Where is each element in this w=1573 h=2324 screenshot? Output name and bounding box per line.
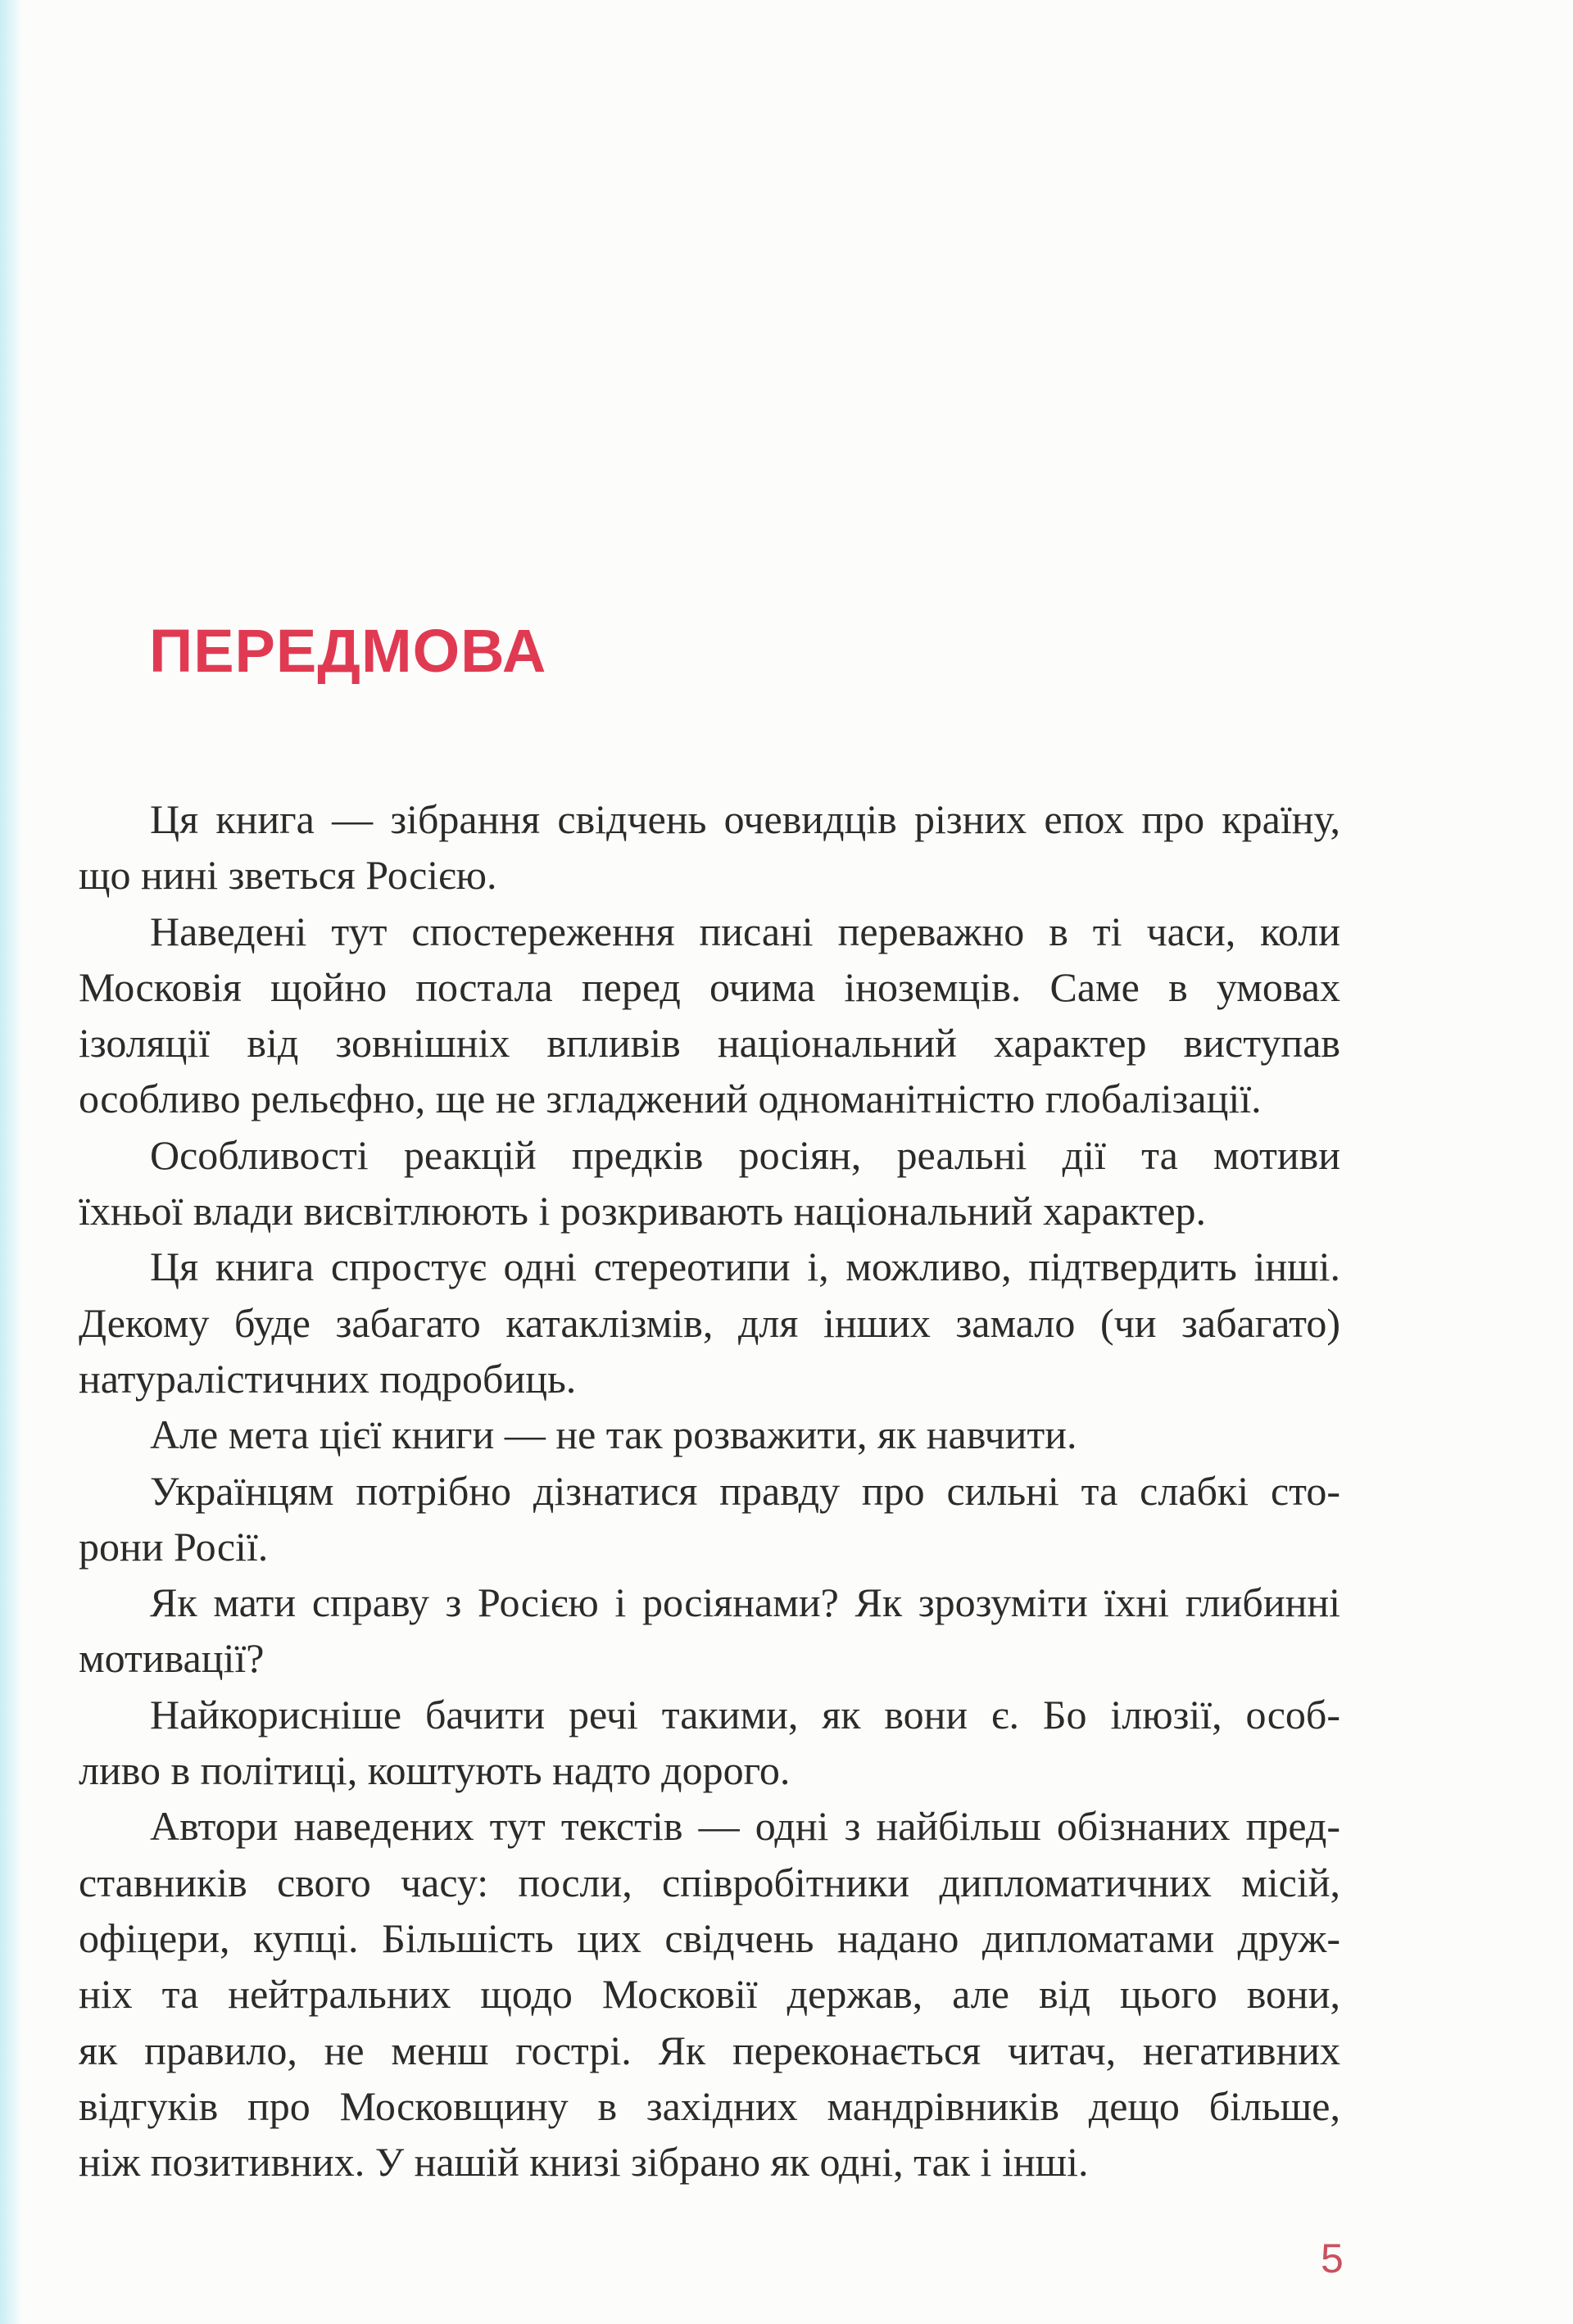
paragraph <box>79 1127 1340 1239</box>
text-line: Найкорисніше бачити речі такими, як вони є. Бо ілюзії, особ- <box>150 1691 1340 1737</box>
text-line: Наведені тут спостереження писані переважно в ті часи, коли <box>150 908 1340 954</box>
page-edge-shadow <box>0 0 21 2324</box>
text-line: рони Росії. <box>79 1523 269 1570</box>
paragraph <box>79 904 1340 1127</box>
paragraph <box>79 1407 1340 1462</box>
paragraph <box>79 1798 1340 2190</box>
body-text <box>79 791 1340 2190</box>
text-line: Московія щойно постала перед очима іноземців. Саме в умовах <box>79 963 1340 1010</box>
text-line: ніх та нейтральних щодо Московії держав, але від цього вони, <box>79 1971 1340 2018</box>
text-line: Українцям потрібно дізнатися правду про сильні та слабкі сто- <box>150 1467 1340 1514</box>
text-line: офіцери, купці. Більшість цих свідчень надано дипломатами друж- <box>79 1914 1340 1961</box>
text-line: Особливості реакцій предків росіян, реальні дії та мотиви <box>150 1131 1340 1178</box>
text-line: особливо рельєфно, ще не згладжений одноманітністю глобалізації. <box>79 1076 1262 1122</box>
text-line: ніж позитивних. У нашій книзі зібрано як одні, так і інші. <box>79 2139 1089 2186</box>
text-line: Але мета цієї книги — не так розважити, як навчити. <box>150 1411 1077 1458</box>
text-line: ливо в політиці, коштують надто дорого. <box>79 1747 791 1794</box>
text-line: що нині зветься Росією. <box>79 852 497 899</box>
text-line: відгуків про Московщину в західних мандрівників дещо більше, <box>79 2082 1340 2129</box>
text-line: Декому буде забагато катаклізмів, для інших замало (чи забагато) <box>79 1299 1340 1346</box>
text-line: мотивації? <box>79 1635 265 1682</box>
text-line: Автори наведених тут текстів — одні з найбільш обізнаних пред- <box>150 1803 1340 1850</box>
text-line: Ця книга спростує одні стереотипи і, можливо, підтвердить інші. <box>150 1244 1340 1290</box>
text-line: їхньої влади висвітлюють і розкривають національний характер. <box>79 1188 1207 1234</box>
paragraph <box>79 1463 1340 1575</box>
paragraph <box>79 1574 1340 1687</box>
paragraph <box>79 791 1340 904</box>
text-line: натуралістичних подробиць. <box>79 1355 577 1402</box>
paragraph <box>79 1239 1340 1407</box>
paragraph <box>79 1687 1340 1799</box>
text-line: Як мати справу з Росією і росіянами? Як зрозуміти їхні глибинні <box>150 1579 1340 1626</box>
chapter-heading: ПЕРЕДМОВА <box>149 617 547 685</box>
text-line: Ця книга — зібрання свідчень очевидців різних епох про країну, <box>150 796 1340 842</box>
text-line: як правило, не менш гострі. Як переконається читач, негативних <box>79 2027 1340 2073</box>
text-line: ізоляції від зовнішніх впливів національний характер виступав <box>79 1020 1340 1067</box>
page-number: 5 <box>1321 2236 1344 2281</box>
text-line: ставників свого часу: посли, співробітники дипломатичних місій, <box>79 1859 1340 1905</box>
